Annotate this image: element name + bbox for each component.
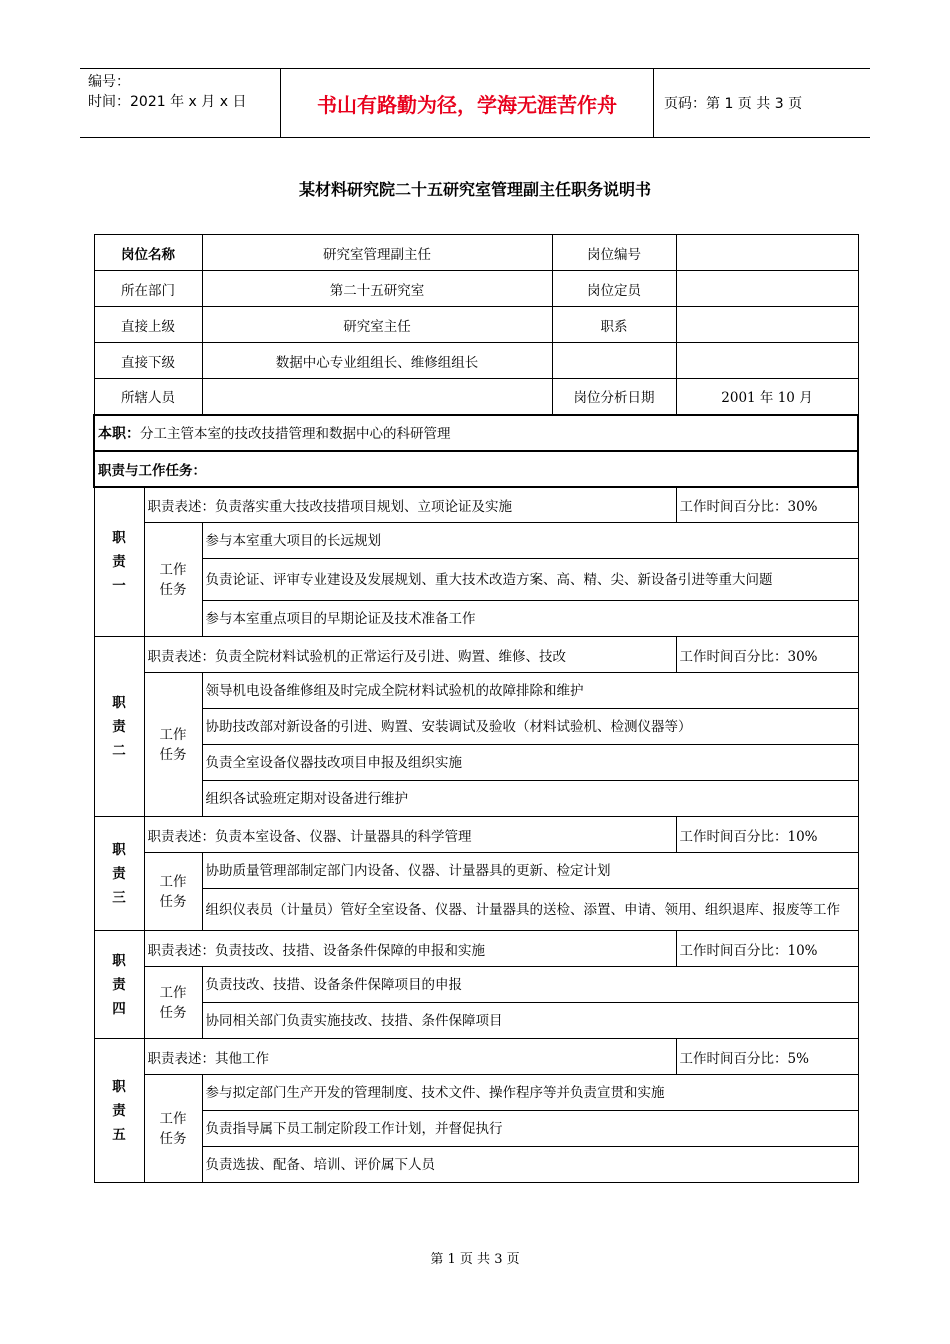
duty-label-char: 三 — [112, 889, 126, 906]
duty-description: 职责表述：负责技改、技措、设备条件保障的申报和实施 — [144, 931, 676, 967]
duty-label — [94, 817, 144, 931]
duty-task-row — [94, 889, 858, 931]
task-label-line: 任务 — [159, 581, 187, 598]
duty-label-char: 责 — [112, 865, 126, 882]
info-row — [94, 307, 858, 343]
task-item: 负责论证、评审专业建设及发展规划、重大技术改造方案、高、精、尖、新设备引进等重大问题 — [202, 559, 858, 601]
duty-task-row — [94, 559, 858, 601]
header-motto: 书山有路勤为径，学海无涯苦作舟 — [281, 69, 654, 137]
task-item: 领导机电设备维修组及时完成全院材料试验机的故障排除和维护 — [202, 673, 858, 709]
info-value: 2001 年 10 月 — [676, 379, 858, 415]
info-key: 岗位名称 — [94, 235, 202, 271]
info-key: 直接上级 — [94, 307, 202, 343]
duty-description-row — [94, 637, 858, 673]
info-value: 研究室管理副主任 — [202, 235, 552, 271]
duty-label-char: 责 — [112, 718, 126, 735]
duty-time-percentage: 工作时间百分比：5% — [676, 1039, 858, 1075]
duty-task-row — [94, 745, 858, 781]
task-item: 负责选拔、配备、培训、评价属下人员 — [202, 1147, 858, 1183]
duty-task-row — [94, 673, 858, 709]
duty-task-row — [94, 1003, 858, 1039]
info-key: 直接下级 — [94, 343, 202, 379]
task-item: 参与拟定部门生产开发的管理制度、技术文件、操作程序等并负责宣贯和实施 — [202, 1075, 858, 1111]
duty-label-char: 责 — [112, 553, 126, 570]
info-row — [94, 271, 858, 307]
duty-label — [94, 931, 144, 1039]
duty-task-row — [94, 1147, 858, 1183]
info-key: 岗位分析日期 — [552, 379, 676, 415]
duty-task-row — [94, 709, 858, 745]
duty-description: 职责表述：负责全院材料试验机的正常运行及引进、购置、维修、技改 — [144, 637, 676, 673]
task-item: 负责全室设备仪器技改项目申报及组织实施 — [202, 745, 858, 781]
duty-description-row — [94, 817, 858, 853]
duty-task-row — [94, 853, 858, 889]
task-item: 协同相关部门负责实施技改、技措、条件保障项目 — [202, 1003, 858, 1039]
duty-label — [94, 1039, 144, 1183]
duty-task-row — [94, 523, 858, 559]
duty-description: 职责表述：负责落实重大技改技措项目规划、立项论证及实施 — [144, 487, 676, 523]
duty-label-char: 二 — [112, 742, 126, 759]
task-item: 负责技改、技措、设备条件保障项目的申报 — [202, 967, 858, 1003]
task-item: 参与本室重大项目的长远规划 — [202, 523, 858, 559]
task-label-line: 任务 — [159, 1130, 187, 1147]
document-title: 某材料研究院二十五研究室管理副主任职务说明书 — [298, 180, 651, 199]
info-value: 研究室主任 — [202, 307, 552, 343]
duty-description-row — [94, 931, 858, 967]
info-key — [552, 343, 676, 379]
core-duty-text: 分工主管本室的技改技措管理和数据中心的科研管理 — [140, 426, 451, 442]
info-row — [94, 379, 858, 415]
task-label — [144, 1075, 202, 1183]
core-duty-label: 本职： — [98, 426, 140, 442]
task-label-line: 工作 — [159, 873, 187, 890]
info-row — [94, 235, 858, 271]
duty-label-char: 责 — [112, 976, 126, 993]
core-duty-cell — [94, 415, 858, 451]
info-key: 所在部门 — [94, 271, 202, 307]
duty-description: 职责表述：负责本室设备、仪器、计量器具的科学管理 — [144, 817, 676, 853]
job-description-table — [93, 234, 859, 1183]
task-label — [144, 523, 202, 637]
duties-heading-row — [94, 451, 858, 487]
task-label — [144, 967, 202, 1039]
info-value: 数据中心专业组组长、维修组组长 — [202, 343, 552, 379]
task-label-line: 工作 — [159, 726, 187, 743]
duty-task-row — [94, 967, 858, 1003]
page-footer: 第 1 页 共 3 页 — [430, 1252, 520, 1267]
info-key: 岗位编号 — [552, 235, 676, 271]
time-label: 时间：2021 年 x 月 x 日 — [88, 94, 247, 110]
duty-label — [94, 637, 144, 817]
header-meta — [80, 69, 281, 137]
duty-label-char: 职 — [112, 1078, 126, 1095]
task-item: 协助技改部对新设备的引进、购置、安装调试及验收（材料试验机、检测仪器等） — [202, 709, 858, 745]
core-duty-row — [94, 415, 858, 451]
info-key: 岗位定员 — [552, 271, 676, 307]
duty-label-char: 职 — [112, 694, 126, 711]
duty-task-row — [94, 601, 858, 637]
task-item: 负责指导属下员工制定阶段工作计划，并督促执行 — [202, 1111, 858, 1147]
duties-heading: 职责与工作任务： — [94, 451, 858, 487]
duty-label-char: 职 — [112, 841, 126, 858]
duty-description-row — [94, 487, 858, 523]
number-label: 编号： — [88, 74, 130, 90]
duty-label — [94, 487, 144, 637]
duty-description-row — [94, 1039, 858, 1075]
duty-label-char: 一 — [112, 577, 126, 594]
duty-time-percentage: 工作时间百分比：10% — [676, 817, 858, 853]
duty-time-percentage: 工作时间百分比：10% — [676, 931, 858, 967]
duty-task-row — [94, 1111, 858, 1147]
task-label-line: 工作 — [159, 1110, 187, 1127]
info-row — [94, 343, 858, 379]
duty-label-char: 四 — [112, 1000, 126, 1017]
duty-label-char: 职 — [112, 952, 126, 969]
task-label-line: 任务 — [159, 1004, 187, 1021]
task-label-line: 任务 — [159, 893, 187, 910]
duty-label-char: 职 — [112, 529, 126, 546]
duty-label-char: 五 — [112, 1126, 126, 1143]
task-item: 协助质量管理部制定部门内设备、仪器、计量器具的更新、检定计划 — [202, 853, 858, 889]
info-key: 所辖人员 — [94, 379, 202, 415]
task-label — [144, 673, 202, 817]
info-value: 第二十五研究室 — [202, 271, 552, 307]
task-label-line: 工作 — [159, 984, 187, 1001]
duty-time-percentage: 工作时间百分比：30% — [676, 637, 858, 673]
task-item: 组织各试验班定期对设备进行维护 — [202, 781, 858, 817]
duty-task-row — [94, 1075, 858, 1111]
duty-label-char: 责 — [112, 1102, 126, 1119]
task-label — [144, 853, 202, 931]
info-key: 职系 — [552, 307, 676, 343]
info-value — [676, 271, 858, 307]
task-item: 组织仪表员（计量员）管好全室设备、仪器、计量器具的送检、添置、申请、领用、组织退库、报废等工作 — [202, 889, 858, 931]
info-value — [676, 235, 858, 271]
task-item: 参与本室重点项目的早期论证及技术准备工作 — [202, 601, 858, 637]
info-value — [676, 343, 858, 379]
info-value — [676, 307, 858, 343]
duty-time-percentage: 工作时间百分比：30% — [676, 487, 858, 523]
info-value — [202, 379, 552, 415]
page-header — [80, 68, 870, 138]
duty-description: 职责表述：其他工作 — [144, 1039, 676, 1075]
header-page-info: 页码：第 1 页 共 3 页 — [664, 96, 803, 112]
task-label-line: 任务 — [159, 746, 187, 763]
task-label-line: 工作 — [159, 561, 187, 578]
duty-task-row — [94, 781, 858, 817]
